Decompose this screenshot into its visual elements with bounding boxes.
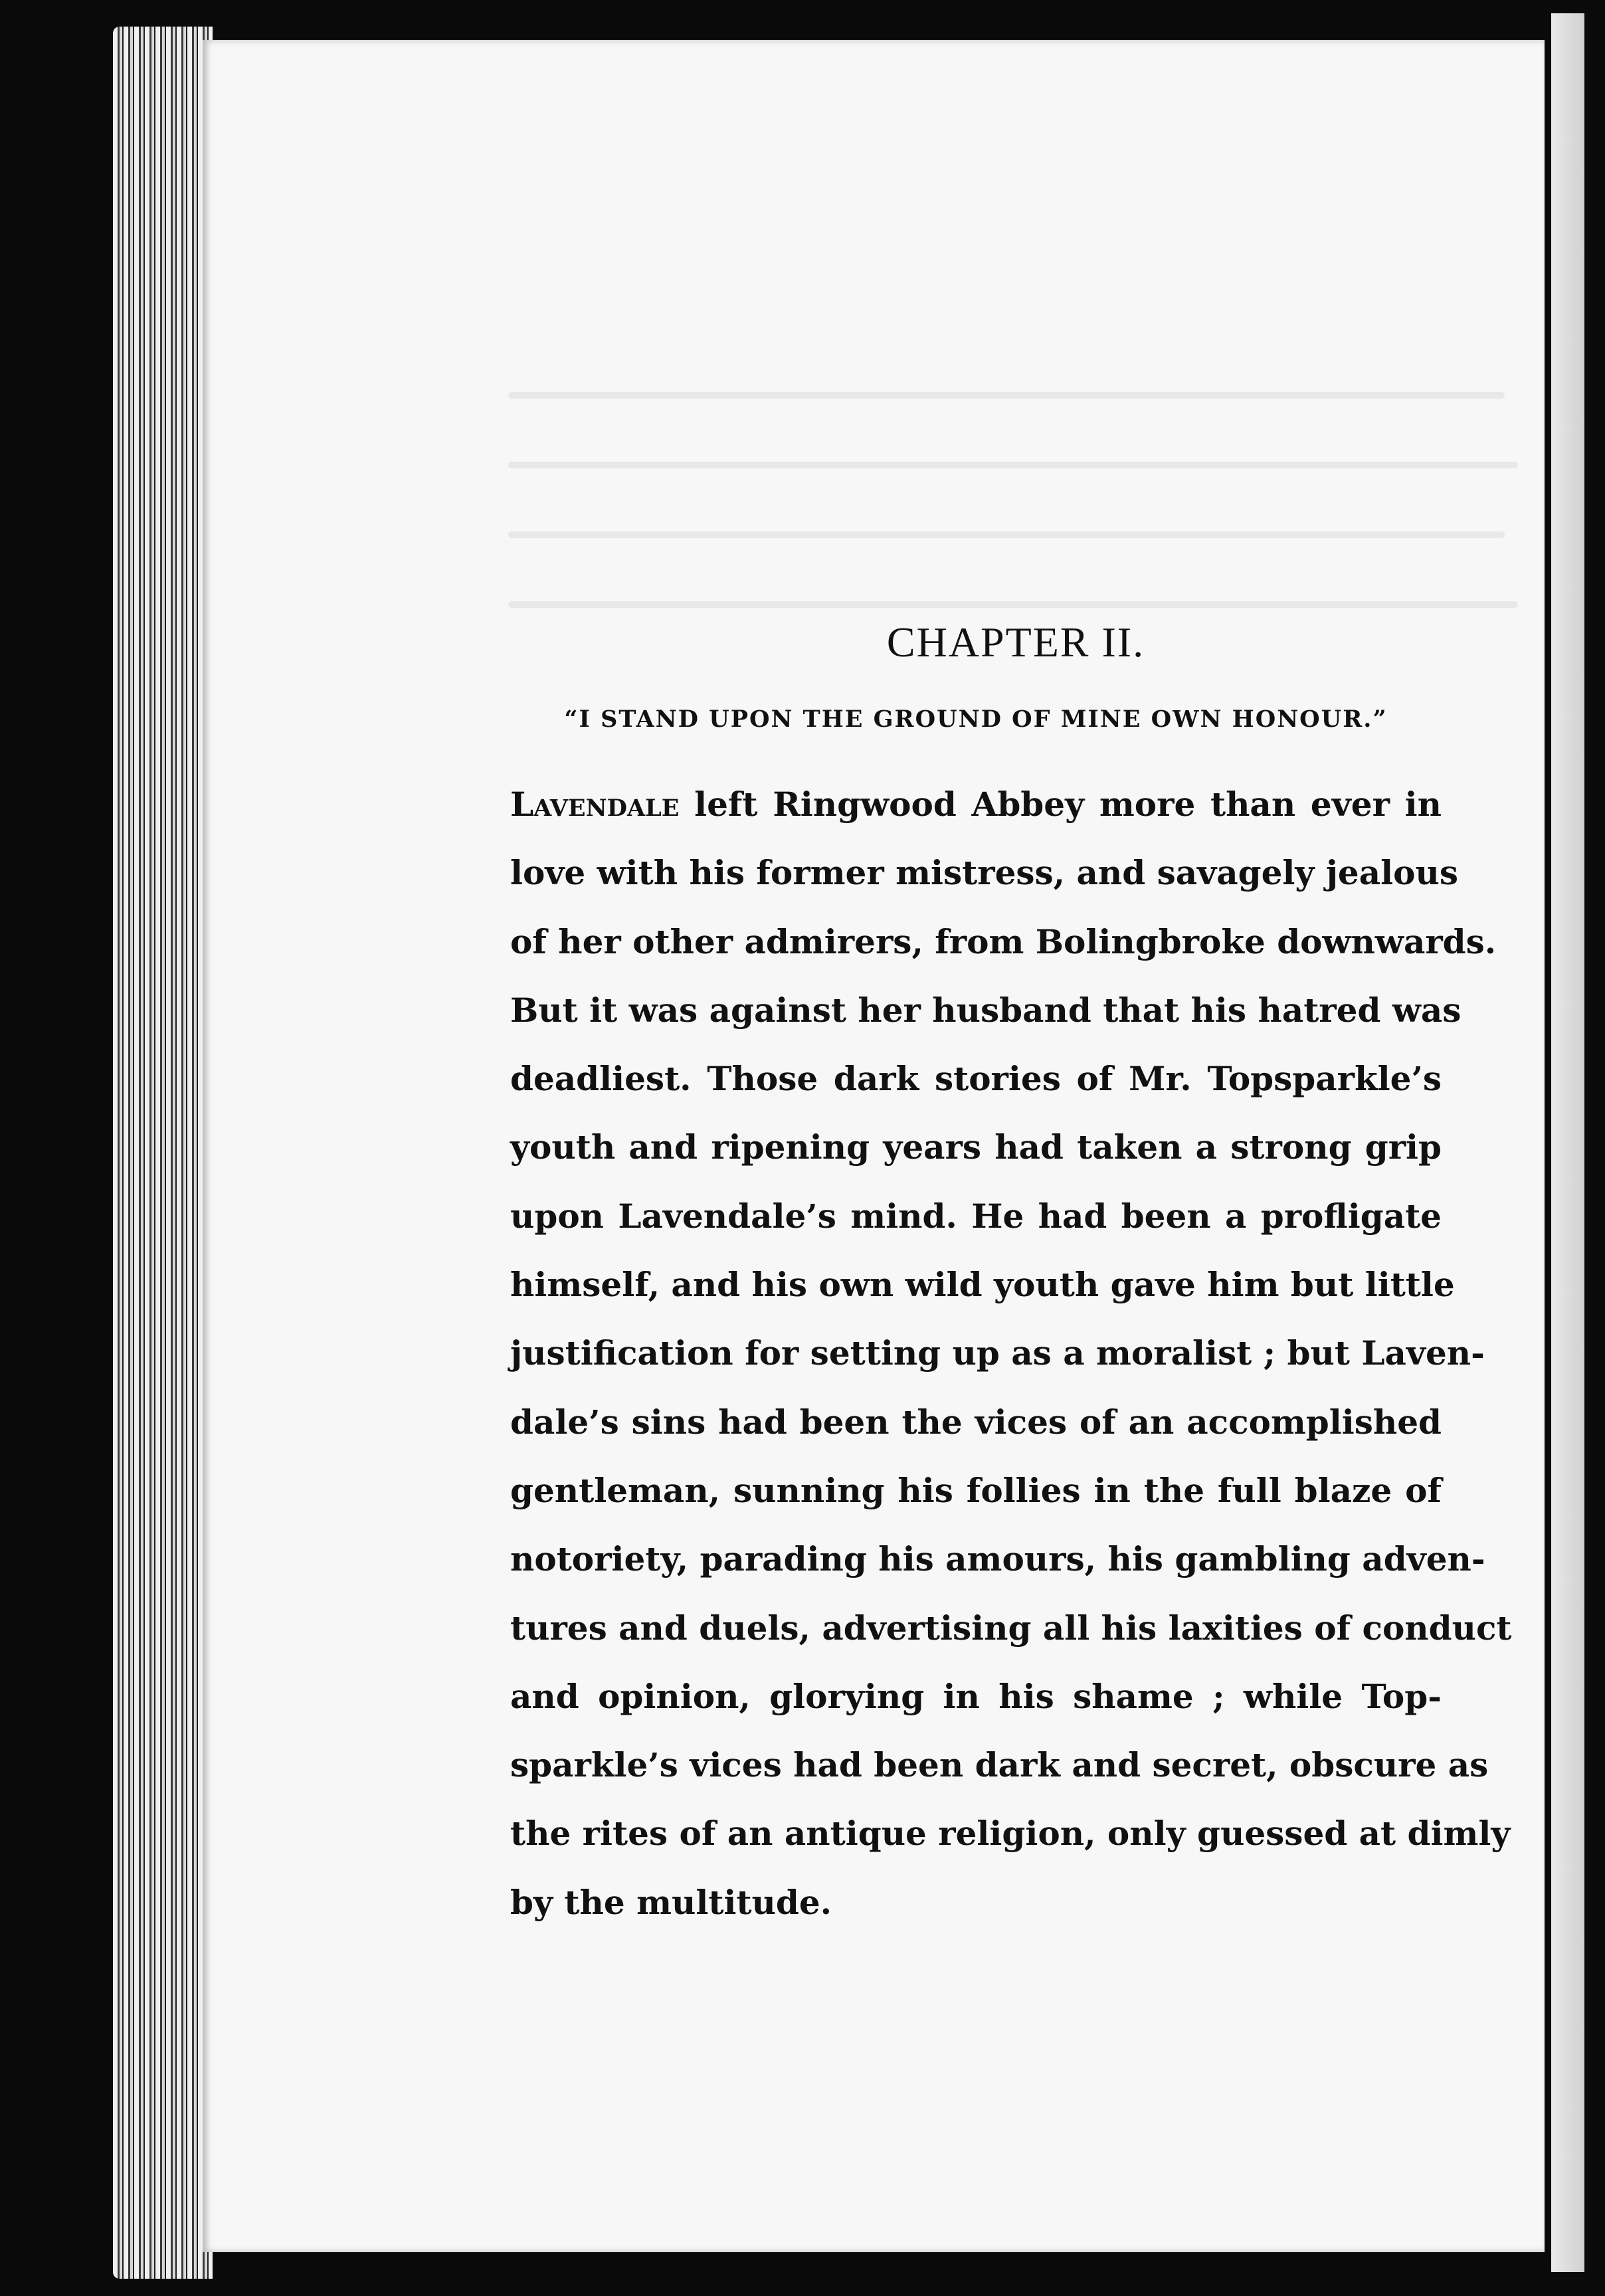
text-line: youth and ripening years had taken a strong grip [510,1127,1442,1167]
text-line: himself, and his own wild youth gave him but little [510,1265,1455,1305]
text-line: But it was against her husband that his hatred was [510,990,1462,1030]
text-line: of her other admirers, from Bolingbroke downwards. [510,921,1497,961]
text-line: deadliest. Those dark stories of Mr. Topsparkle’s [510,1059,1442,1099]
show-through-line [508,392,1505,399]
text-line: gentleman, sunning his follies in the full blaze of [510,1470,1442,1510]
text-line: the rites of an antique religion, only guessed at dimly [510,1814,1511,1854]
show-through-line [508,531,1505,538]
text-line: dale’s sins had been the vices of an accomplished [510,1402,1442,1442]
text-line: notoriety, parading his amours, his gambling adven- [510,1539,1485,1579]
text-line: and opinion, glorying in his shame ; while Top- [510,1676,1442,1716]
text-line [510,770,1442,838]
text-line: sparkle’s vices had been dark and secret, obscure as [510,1745,1489,1785]
show-through-line [508,462,1518,468]
text-line: justification for setting up as a moralist ; but Laven- [510,1333,1485,1373]
body-paragraph [510,770,1512,1937]
text-line: by the multitude. [510,1882,832,1922]
next-page-edge [1545,13,1584,2272]
text-line: love with his former mistress, and savagely jealous [510,853,1458,893]
page-content [510,618,1512,1937]
show-through-line [508,601,1518,608]
page-edges [113,27,213,2279]
chapter-title: CHAPTER II. [886,619,1145,666]
text-line: upon Lavendale’s mind. He had been a profligate [510,1196,1442,1236]
lead-word: Lavendale [510,785,680,824]
text-line: tures and duels, advertising all his laxities of conduct [510,1608,1512,1648]
text-line-rest: left Ringwood Abbey more than ever in [679,785,1442,824]
chapter-epigraph: “I STAND UPON THE GROUND OF MINE OWN HONOUR.” [564,706,1388,733]
